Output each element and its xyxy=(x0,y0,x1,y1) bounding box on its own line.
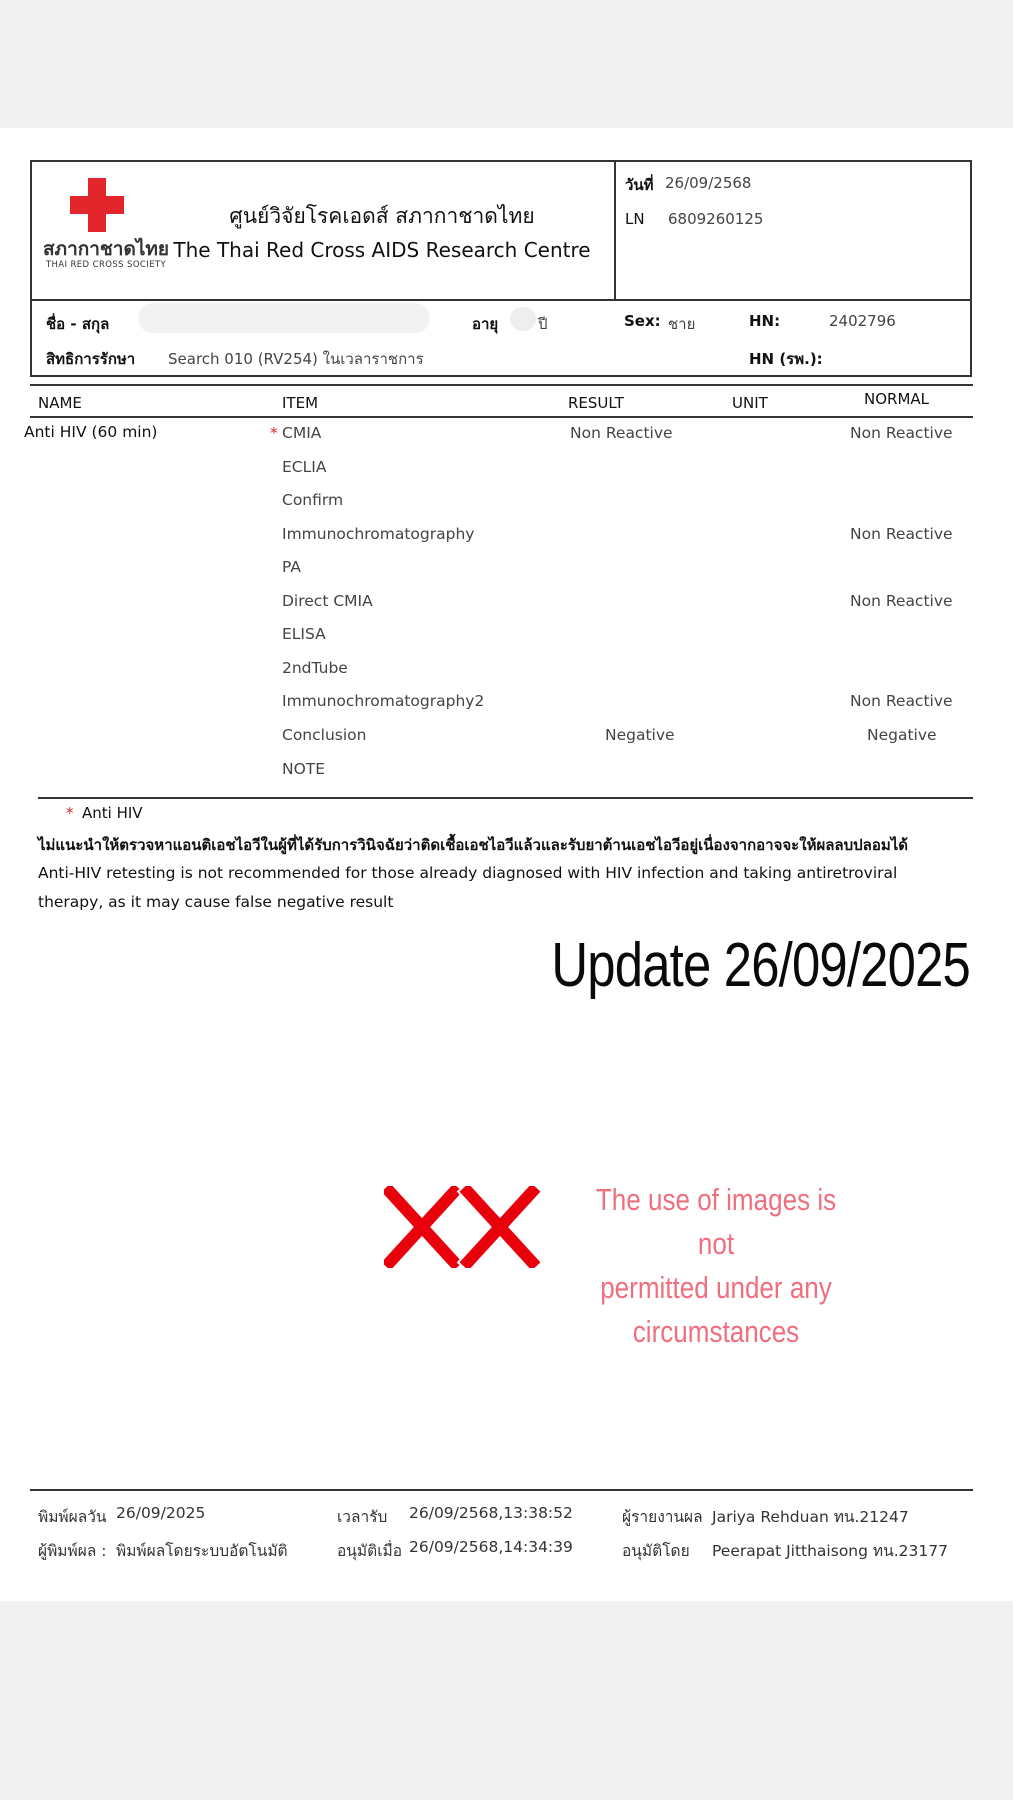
logo-eng-text: THAI RED CROSS SOCIETY xyxy=(45,260,167,270)
lab-report-sheet xyxy=(0,128,1013,1601)
note-thai: ไม่แนะนำให้ตรวจหาแอนติเอชไอวีในผู้ที่ได้รับการวินิจฉัยว่าติดเชื้อเอชไอวีแล้วและรับยาต้านเอชไอวีอยู่เนื่องจากอาจจะให้ผลลบปลอมได้ xyxy=(38,836,909,854)
note-eng-line1: Anti-HIV retesting is not recommended for those already diagnosed with HIV infection and taking antiretroviral xyxy=(38,864,898,882)
warning-line: permitted under any xyxy=(600,1270,832,1305)
red-cross-logo xyxy=(42,176,170,276)
receive-label: เวลารับ xyxy=(337,1508,388,1526)
reporter-value: Jariya Rehduan ทน.21247 xyxy=(712,1508,909,1526)
hn-hospital-label: HN (รพ.): xyxy=(749,350,823,368)
table-top-rule xyxy=(30,384,973,386)
table-bottom-rule xyxy=(38,797,973,799)
table-header-rule xyxy=(30,416,973,418)
row-normal: Non Reactive xyxy=(850,692,953,710)
row-item: NOTE xyxy=(282,760,326,778)
hn-label: HN: xyxy=(749,312,781,330)
red-cross-icon-bar xyxy=(70,196,124,214)
age-unit: ปี xyxy=(538,315,548,333)
sex-label: Sex: xyxy=(624,312,661,330)
note-title: Anti HIV xyxy=(82,804,143,822)
printer-value: พิมพ์ผลโดยระบบอัตโนมัติ xyxy=(116,1542,288,1560)
row-normal: Negative xyxy=(867,726,937,744)
col-header-result: RESULT xyxy=(568,394,624,412)
print-date-label: พิมพ์ผลวัน xyxy=(38,1508,107,1526)
row-item: Confirm xyxy=(282,491,344,509)
logo-thai-text: สภากาชาดไทย xyxy=(42,238,170,260)
required-marker: * xyxy=(270,424,278,442)
image-use-warning xyxy=(575,1178,857,1354)
row-item: CMIA xyxy=(282,424,322,442)
receive-value: 26/09/2568,13:38:52 xyxy=(409,1504,573,1522)
rights-value: Search 010 (RV254) ในเวลาราชการ xyxy=(168,350,424,368)
col-header-name: NAME xyxy=(38,394,82,412)
approved-by-label: อนุมัติโดย xyxy=(622,1542,690,1560)
row-normal: Non Reactive xyxy=(850,592,953,610)
redacted-age xyxy=(510,307,536,331)
row-item: PA xyxy=(282,558,301,576)
row-item: Direct CMIA xyxy=(282,592,373,610)
sex-value: ชาย xyxy=(668,315,696,333)
approved-by-value: Peerapat Jitthaisong ทน.23177 xyxy=(712,1542,948,1560)
print-date-value: 26/09/2025 xyxy=(116,1504,206,1522)
row-normal: Non Reactive xyxy=(850,424,953,442)
age-label: อายุ xyxy=(472,315,499,333)
reporter-label: ผู้รายงานผล xyxy=(622,1508,703,1526)
approved-at-label: อนุมัติเมื่อ xyxy=(337,1542,403,1560)
row-result: Non Reactive xyxy=(570,424,673,442)
x-mark-icon xyxy=(390,1192,454,1262)
row-item: ELISA xyxy=(282,625,326,643)
x-mark-icon xyxy=(468,1192,532,1262)
ln-value: 6809260125 xyxy=(668,210,764,228)
row-normal: Non Reactive xyxy=(850,525,953,543)
note-marker: * xyxy=(66,804,74,822)
ln-label: LN xyxy=(625,210,645,228)
header-divider xyxy=(614,160,616,301)
rights-label: สิทธิการรักษา xyxy=(46,350,136,368)
x-marks-icon xyxy=(384,1186,540,1272)
row-item: Immunochromatography xyxy=(282,525,475,543)
test-name: Anti HIV (60 min) xyxy=(24,423,158,441)
row-item: ECLIA xyxy=(282,458,327,476)
row-item: Immunochromatography2 xyxy=(282,692,485,710)
date-label: วันที่ xyxy=(625,176,654,194)
centre-name-thai: ศูนย์วิจัยโรคเอดส์ สภากาชาดไทย xyxy=(229,204,535,228)
hn-value: 2402796 xyxy=(829,312,896,330)
update-stamp: Update 26/09/2025 xyxy=(551,931,970,1000)
date-value: 26/09/2568 xyxy=(665,174,752,192)
warning-line: The use of images is not xyxy=(595,1182,837,1261)
warning-line: circumstances xyxy=(632,1314,800,1349)
col-header-unit: UNIT xyxy=(732,394,768,412)
row-item: 2ndTube xyxy=(282,659,348,677)
row-item: Conclusion xyxy=(282,726,367,744)
printer-label: ผู้พิมพ์ผล : xyxy=(38,1542,107,1560)
redacted-name xyxy=(138,303,430,333)
row-result: Negative xyxy=(605,726,675,744)
approved-at-value: 26/09/2568,14:34:39 xyxy=(409,1538,573,1556)
col-header-normal: NORMAL xyxy=(864,390,930,408)
footer-rule xyxy=(30,1489,973,1491)
centre-name-eng: The Thai Red Cross AIDS Research Centre xyxy=(173,238,591,262)
name-label: ชื่อ - สกุล xyxy=(46,315,110,333)
note-eng-line2: therapy, as it may cause false negative result xyxy=(38,893,394,911)
col-header-item: ITEM xyxy=(282,394,319,412)
